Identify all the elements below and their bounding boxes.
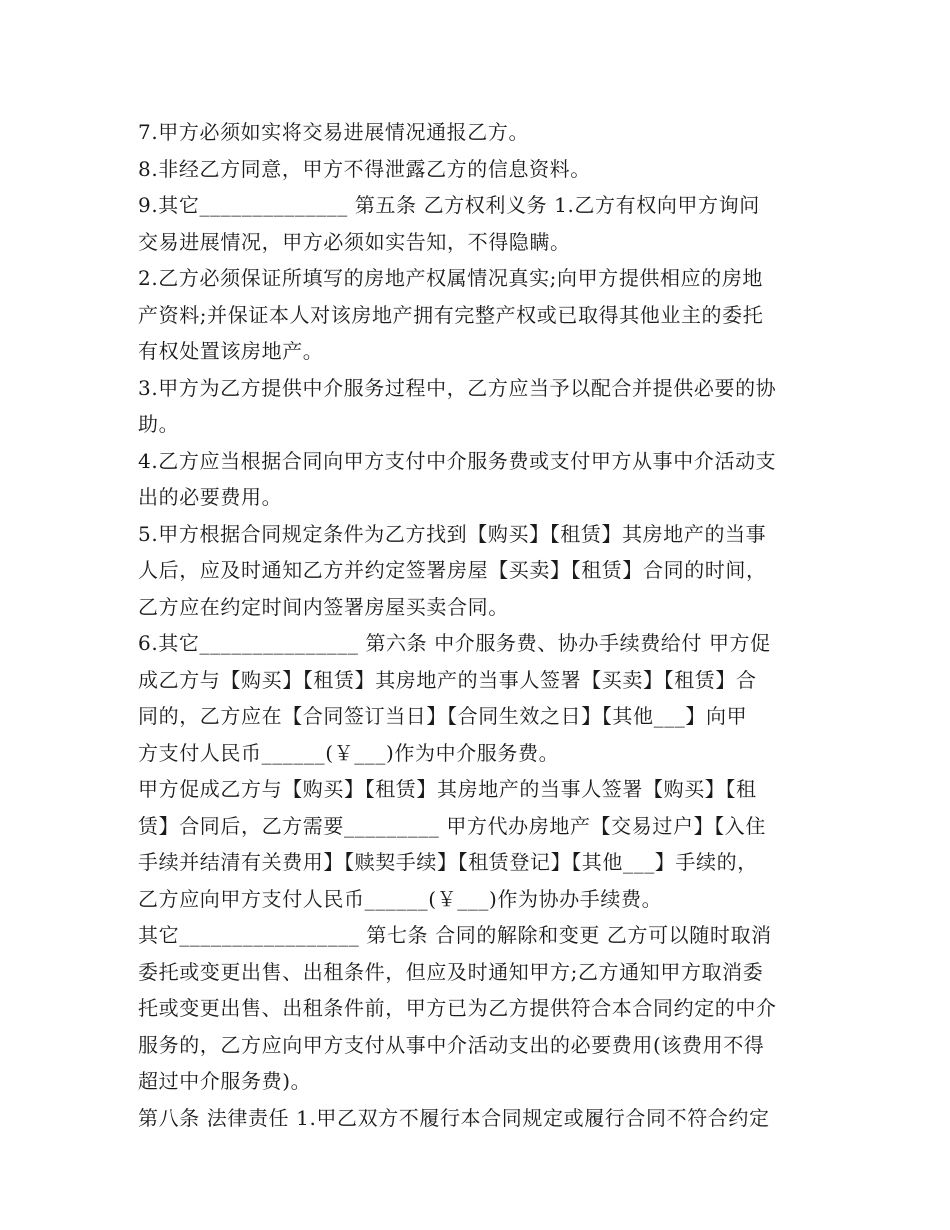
text-line: 产资料;并保证本人对该房地产拥有完整产权或已取得其他业主的委托: [138, 302, 764, 327]
text-line: 2.乙方必须保证所填写的房地产权属情况真实;向甲方提供相应的房地: [138, 266, 764, 290]
text-line: 同的，乙方应在【合同签订当日】【合同生效之日】【其他___】向甲: [138, 704, 748, 728]
text-line: 乙方应在约定时间内签署房屋买卖合同。: [138, 594, 509, 619]
text-line: 4.乙方应当根据合同向甲方支付中介服务费或支付甲方从事中介活动支: [138, 448, 777, 473]
text-line: 托或变更出售、出租条件前，甲方已为乙方提供符合本合同约定的中介: [138, 996, 777, 1020]
text-line: 第八条 法律责任 1.甲乙双方不履行本合同规定或履行合同不符合约定: [138, 1105, 770, 1130]
text-line: 其它_________________ 第七条 合同的解除和变更 乙方可以随时取消: [138, 923, 772, 947]
text-line: 超过中介服务费)。: [138, 1069, 312, 1093]
document-body: [138, 114, 818, 1136]
text-line: 赁】合同后，乙方需要_________ 甲方代办房地产【交易过户】【入住: [138, 813, 766, 838]
text-line: 手续并结清有关费用】【赎契手续】【租赁登记】【其他___】手续的，: [138, 850, 758, 874]
text-line: 7.甲方必须如实将交易进展情况通报乙方。: [138, 120, 530, 144]
text-line: 成乙方与【购买】【租赁】其房地产的当事人签署【买卖】【租赁】合: [138, 667, 757, 692]
text-line: 8.非经乙方同意，甲方不得泄露乙方的信息资料。: [138, 156, 591, 181]
text-line: 9.其它______________ 第五条 乙方权利义务 1.乙方有权向甲方询问: [138, 193, 760, 217]
text-line: 3.甲方为乙方提供中介服务过程中，乙方应当予以配合并提供必要的协: [138, 375, 777, 400]
text-line: 委托或变更出售、出租条件，但应及时通知甲方;乙方通知甲方取消委: [138, 959, 764, 984]
text-line: 方支付人民币______(￥___)作为中介服务费。: [138, 740, 560, 765]
text-line: 甲方促成乙方与【购买】【租赁】其房地产的当事人签署【购买】【租: [138, 777, 757, 801]
text-line: 交易进展情况，甲方必须如实告知，不得隐瞒。: [138, 229, 571, 254]
text-line: 乙方应向甲方支付人民币______(￥___)作为协办手续费。: [138, 886, 663, 911]
text-line: 人后，应及时通知乙方并约定签署房屋【买卖】【租赁】合同的时间，: [138, 558, 767, 582]
text-line: 服务的，乙方应向甲方支付从事中介活动支出的必要费用(该费用不得: [138, 1032, 765, 1057]
text-line: 5.甲方根据合同规定条件为乙方找到【购买】【租赁】其房地产的当事: [138, 521, 767, 546]
text-line: 6.其它_______________ 第六条 中介服务费、协办手续费给付 甲方促: [138, 631, 771, 655]
text-line: 出的必要费用。: [138, 485, 283, 509]
text-line: 有权处置该房地产。: [138, 339, 324, 363]
text-line: 助。: [138, 412, 180, 436]
